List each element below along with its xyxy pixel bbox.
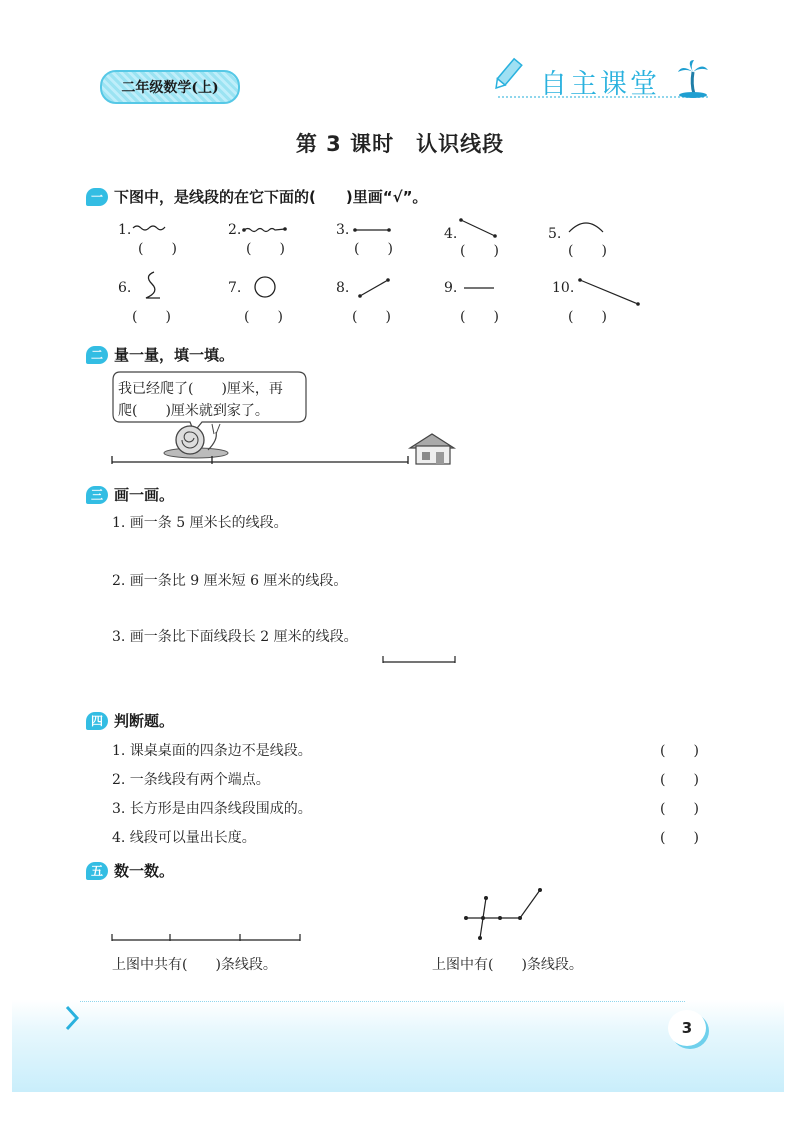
section-2-heading	[86, 344, 234, 365]
item-3-number: 3.	[336, 222, 350, 238]
item-10-number: 10.	[552, 280, 575, 296]
section-5-badge: 五	[86, 862, 108, 880]
section-2-badge: 二	[86, 346, 108, 364]
item-5-number: 5.	[548, 226, 562, 242]
item-2-answer[interactable]: ( )	[246, 241, 285, 257]
section-5-prompt: 数一数。	[114, 862, 175, 880]
item-9-answer[interactable]: ( )	[460, 309, 499, 325]
count-figure-right	[460, 884, 550, 944]
grade-label: 二年级数学(上)	[100, 70, 240, 104]
item-2-figure	[242, 222, 288, 236]
item-10-answer[interactable]: ( )	[568, 309, 607, 325]
judge-answer-4[interactable]: ( )	[660, 830, 699, 846]
judge-item-4: 4. 线段可以量出长度。	[112, 830, 256, 846]
judge-item-2: 2. 一条线段有两个端点。	[112, 772, 270, 788]
section-2-prompt: 量一量，填一填。	[114, 346, 235, 364]
footer-divider	[80, 1001, 685, 1002]
item-4-number: 4.	[444, 226, 458, 242]
item-10-figure	[576, 276, 642, 308]
item-5-answer[interactable]: ( )	[568, 243, 607, 259]
item-7-figure	[252, 274, 278, 300]
judge-item-1: 1. 课桌桌面的四条边不是线段。	[112, 743, 312, 759]
brand-title: 自主课堂	[540, 69, 660, 100]
section-1-prompt: 下图中，是线段的在它下面的( )里画“√”。	[114, 188, 428, 206]
draw-item-3: 3. 画一条比下面线段长 2 厘米的线段。	[112, 629, 358, 645]
section-3-heading	[86, 484, 174, 505]
section-3-prompt: 画一画。	[114, 486, 175, 504]
item-4-figure	[458, 216, 498, 240]
item-8-number: 8.	[336, 280, 350, 296]
item-5-figure	[566, 218, 606, 238]
item-4-answer[interactable]: ( )	[460, 243, 499, 259]
pencil-icon	[490, 56, 524, 94]
chevron-right-icon	[64, 1004, 80, 1032]
footer-band	[12, 1000, 784, 1092]
item-1-figure	[132, 222, 166, 236]
count-caption-right: 上图中有( )条线段。	[432, 957, 583, 973]
section-4-prompt: 判断题。	[114, 712, 175, 730]
judge-answer-1[interactable]: ( )	[660, 743, 699, 759]
judge-answer-2[interactable]: ( )	[660, 772, 699, 788]
page-number: 3	[668, 1010, 706, 1046]
item-6-number: 6.	[118, 280, 132, 296]
bubble-line-1: 我已经爬了( )厘米，再	[118, 381, 283, 397]
item-1-answer[interactable]: ( )	[138, 241, 177, 257]
palm-tree-icon	[676, 58, 710, 98]
item-3-figure	[352, 222, 392, 236]
item-8-answer[interactable]: ( )	[352, 309, 391, 325]
item-6-figure	[140, 270, 166, 302]
section-1-badge: 一	[86, 188, 108, 206]
snail-icon	[164, 424, 228, 458]
house-icon	[410, 434, 454, 464]
item-9-figure	[460, 280, 496, 294]
item-7-number: 7.	[228, 280, 242, 296]
item-1-number: 1.	[118, 222, 132, 238]
item-6-answer[interactable]: ( )	[132, 309, 171, 325]
section-4-badge: 四	[86, 712, 108, 730]
section-4-heading	[86, 710, 174, 731]
judge-item-3: 3. 长方形是由四条线段围成的。	[112, 801, 312, 817]
item-8-figure	[356, 276, 392, 300]
item-2-number: 2.	[228, 222, 242, 238]
item-9-number: 9.	[444, 280, 458, 296]
item-7-answer[interactable]: ( )	[244, 309, 283, 325]
count-figure-left	[108, 930, 308, 946]
bubble-line-2: 爬( )厘米就到家了。	[118, 403, 269, 419]
snail-ruler-figure	[110, 410, 466, 470]
section-1-heading	[86, 186, 427, 207]
count-caption-left: 上图中共有( )条线段。	[112, 957, 277, 973]
section-3-badge: 三	[86, 486, 108, 504]
judge-answer-3[interactable]: ( )	[660, 801, 699, 817]
reference-segment	[380, 652, 460, 666]
lesson-title: 第 3 课时 认识线段	[295, 132, 505, 156]
draw-item-1: 1. 画一条 5 厘米长的线段。	[112, 515, 288, 531]
draw-item-2: 2. 画一条比 9 厘米短 6 厘米的线段。	[112, 573, 348, 589]
section-5-heading	[86, 860, 174, 881]
item-3-answer[interactable]: ( )	[354, 241, 393, 257]
